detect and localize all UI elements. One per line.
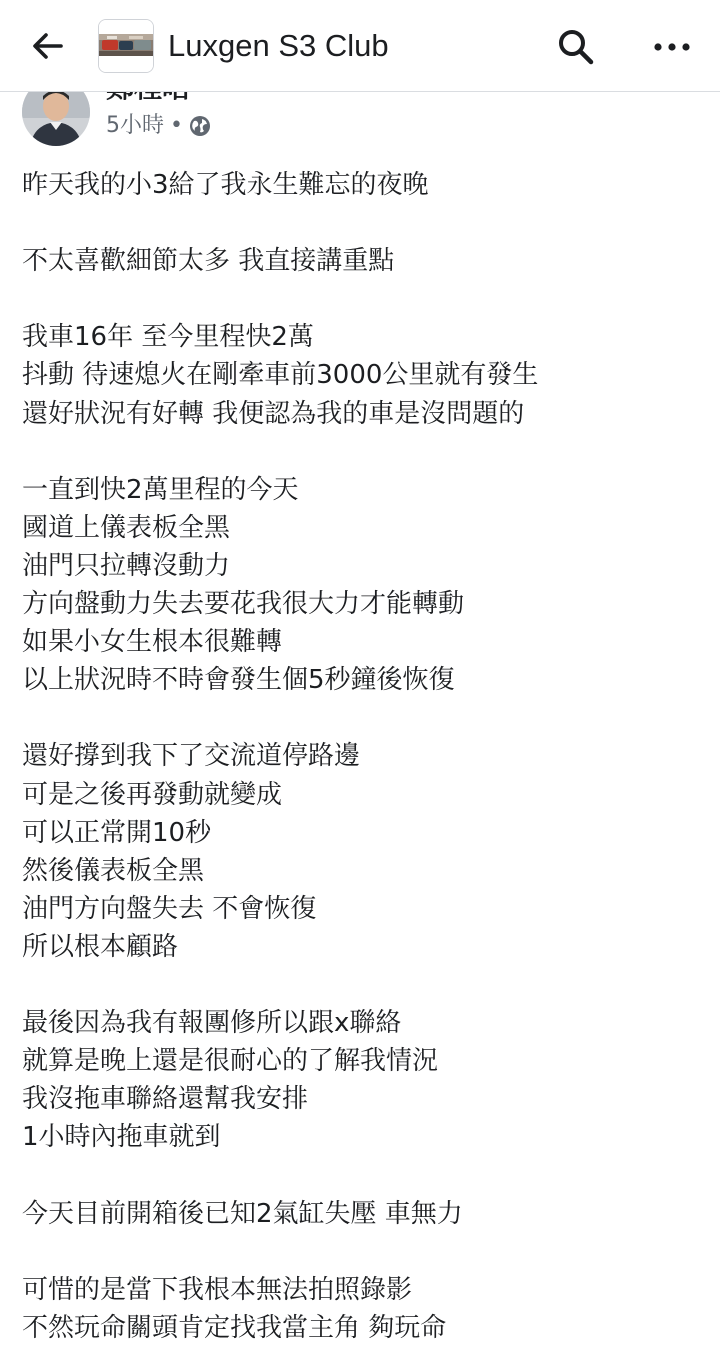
post-text-line: 不太喜歡細節太多 我直接講重點 xyxy=(22,246,395,277)
post-meta xyxy=(106,111,211,141)
post-text-line: 可以正常開10秒 xyxy=(22,817,212,848)
post-text-line: 我沒拖車聯絡還幫我安排 xyxy=(22,1084,309,1115)
post-text-line: 國道上儀表板全黑 xyxy=(22,512,231,543)
group-cover-image xyxy=(99,20,154,73)
post-text-line: 抖動 待速熄火在剛牽車前3000公里就有發生 xyxy=(22,360,539,391)
search-button[interactable] xyxy=(550,22,602,72)
post-text-line: 油門只拉轉沒動力 xyxy=(22,550,231,581)
post-text-line: 還好狀況有好轉 我便認為我的車是沒問題的 xyxy=(22,398,525,429)
post-header xyxy=(0,92,720,152)
back-button[interactable] xyxy=(22,24,74,68)
post-text-line: 還好撐到我下了交流道停路邊 xyxy=(22,741,361,772)
post-time[interactable]: 5小時 xyxy=(106,113,164,138)
post-text-line: 以上狀況時不時會發生個5秒鐘後恢復 xyxy=(22,665,455,696)
search-icon xyxy=(557,28,595,66)
post-text-line: 方向盤動力失去要花我很大力才能轉動 xyxy=(22,589,465,620)
top-app-bar xyxy=(0,0,720,92)
post-text-line: 昨天我的小3給了我永生難忘的夜晚 xyxy=(22,170,429,200)
blank-line xyxy=(22,204,702,242)
blank-line xyxy=(22,699,702,737)
post-text-line: 1小時內拖車就到 xyxy=(22,1122,221,1153)
post-text-line: 今天目前開箱後已知2氣缸失壓 車無力 xyxy=(22,1198,463,1229)
more-options-icon xyxy=(653,42,691,52)
post-text-line: 可惜的是當下我根本無法拍照錄影 xyxy=(22,1274,413,1305)
blank-line xyxy=(22,280,702,318)
post-text-line: 油門方向盤失去 不會恢復 xyxy=(22,893,317,924)
post-text-line: 我車16年 至今里程快2萬 xyxy=(22,322,314,353)
meta-separator: • xyxy=(170,113,183,138)
blank-line xyxy=(22,1233,702,1271)
back-arrow-icon xyxy=(32,32,64,60)
more-options-button[interactable] xyxy=(646,22,698,72)
post-text-line: 可是之後再發動就變成 xyxy=(22,779,283,810)
post-text-line: 所以根本顧路 xyxy=(22,931,179,962)
blank-line xyxy=(22,1156,702,1194)
group-title[interactable]: Luxgen S3 Club xyxy=(168,28,389,63)
post-text-line: 最後因為我有報團修所以跟x聯絡 xyxy=(22,1008,402,1039)
post-text-line: 然後儀表板全黑 xyxy=(22,855,205,886)
post-text-line: 就算是晚上還是很耐心的了解我情況 xyxy=(22,1046,439,1077)
post-body xyxy=(22,166,702,1347)
post-text-line: 如果小女生根本很難轉 xyxy=(22,627,283,658)
blank-line xyxy=(22,433,702,471)
blank-line xyxy=(22,966,702,1004)
group-thumbnail[interactable] xyxy=(98,19,154,73)
post-text-line: 一直到快2萬里程的今天 xyxy=(22,474,299,505)
globe-icon xyxy=(189,115,211,137)
post-text-line: 不然玩命關頭肯定找我當主角 夠玩命 xyxy=(22,1312,447,1343)
